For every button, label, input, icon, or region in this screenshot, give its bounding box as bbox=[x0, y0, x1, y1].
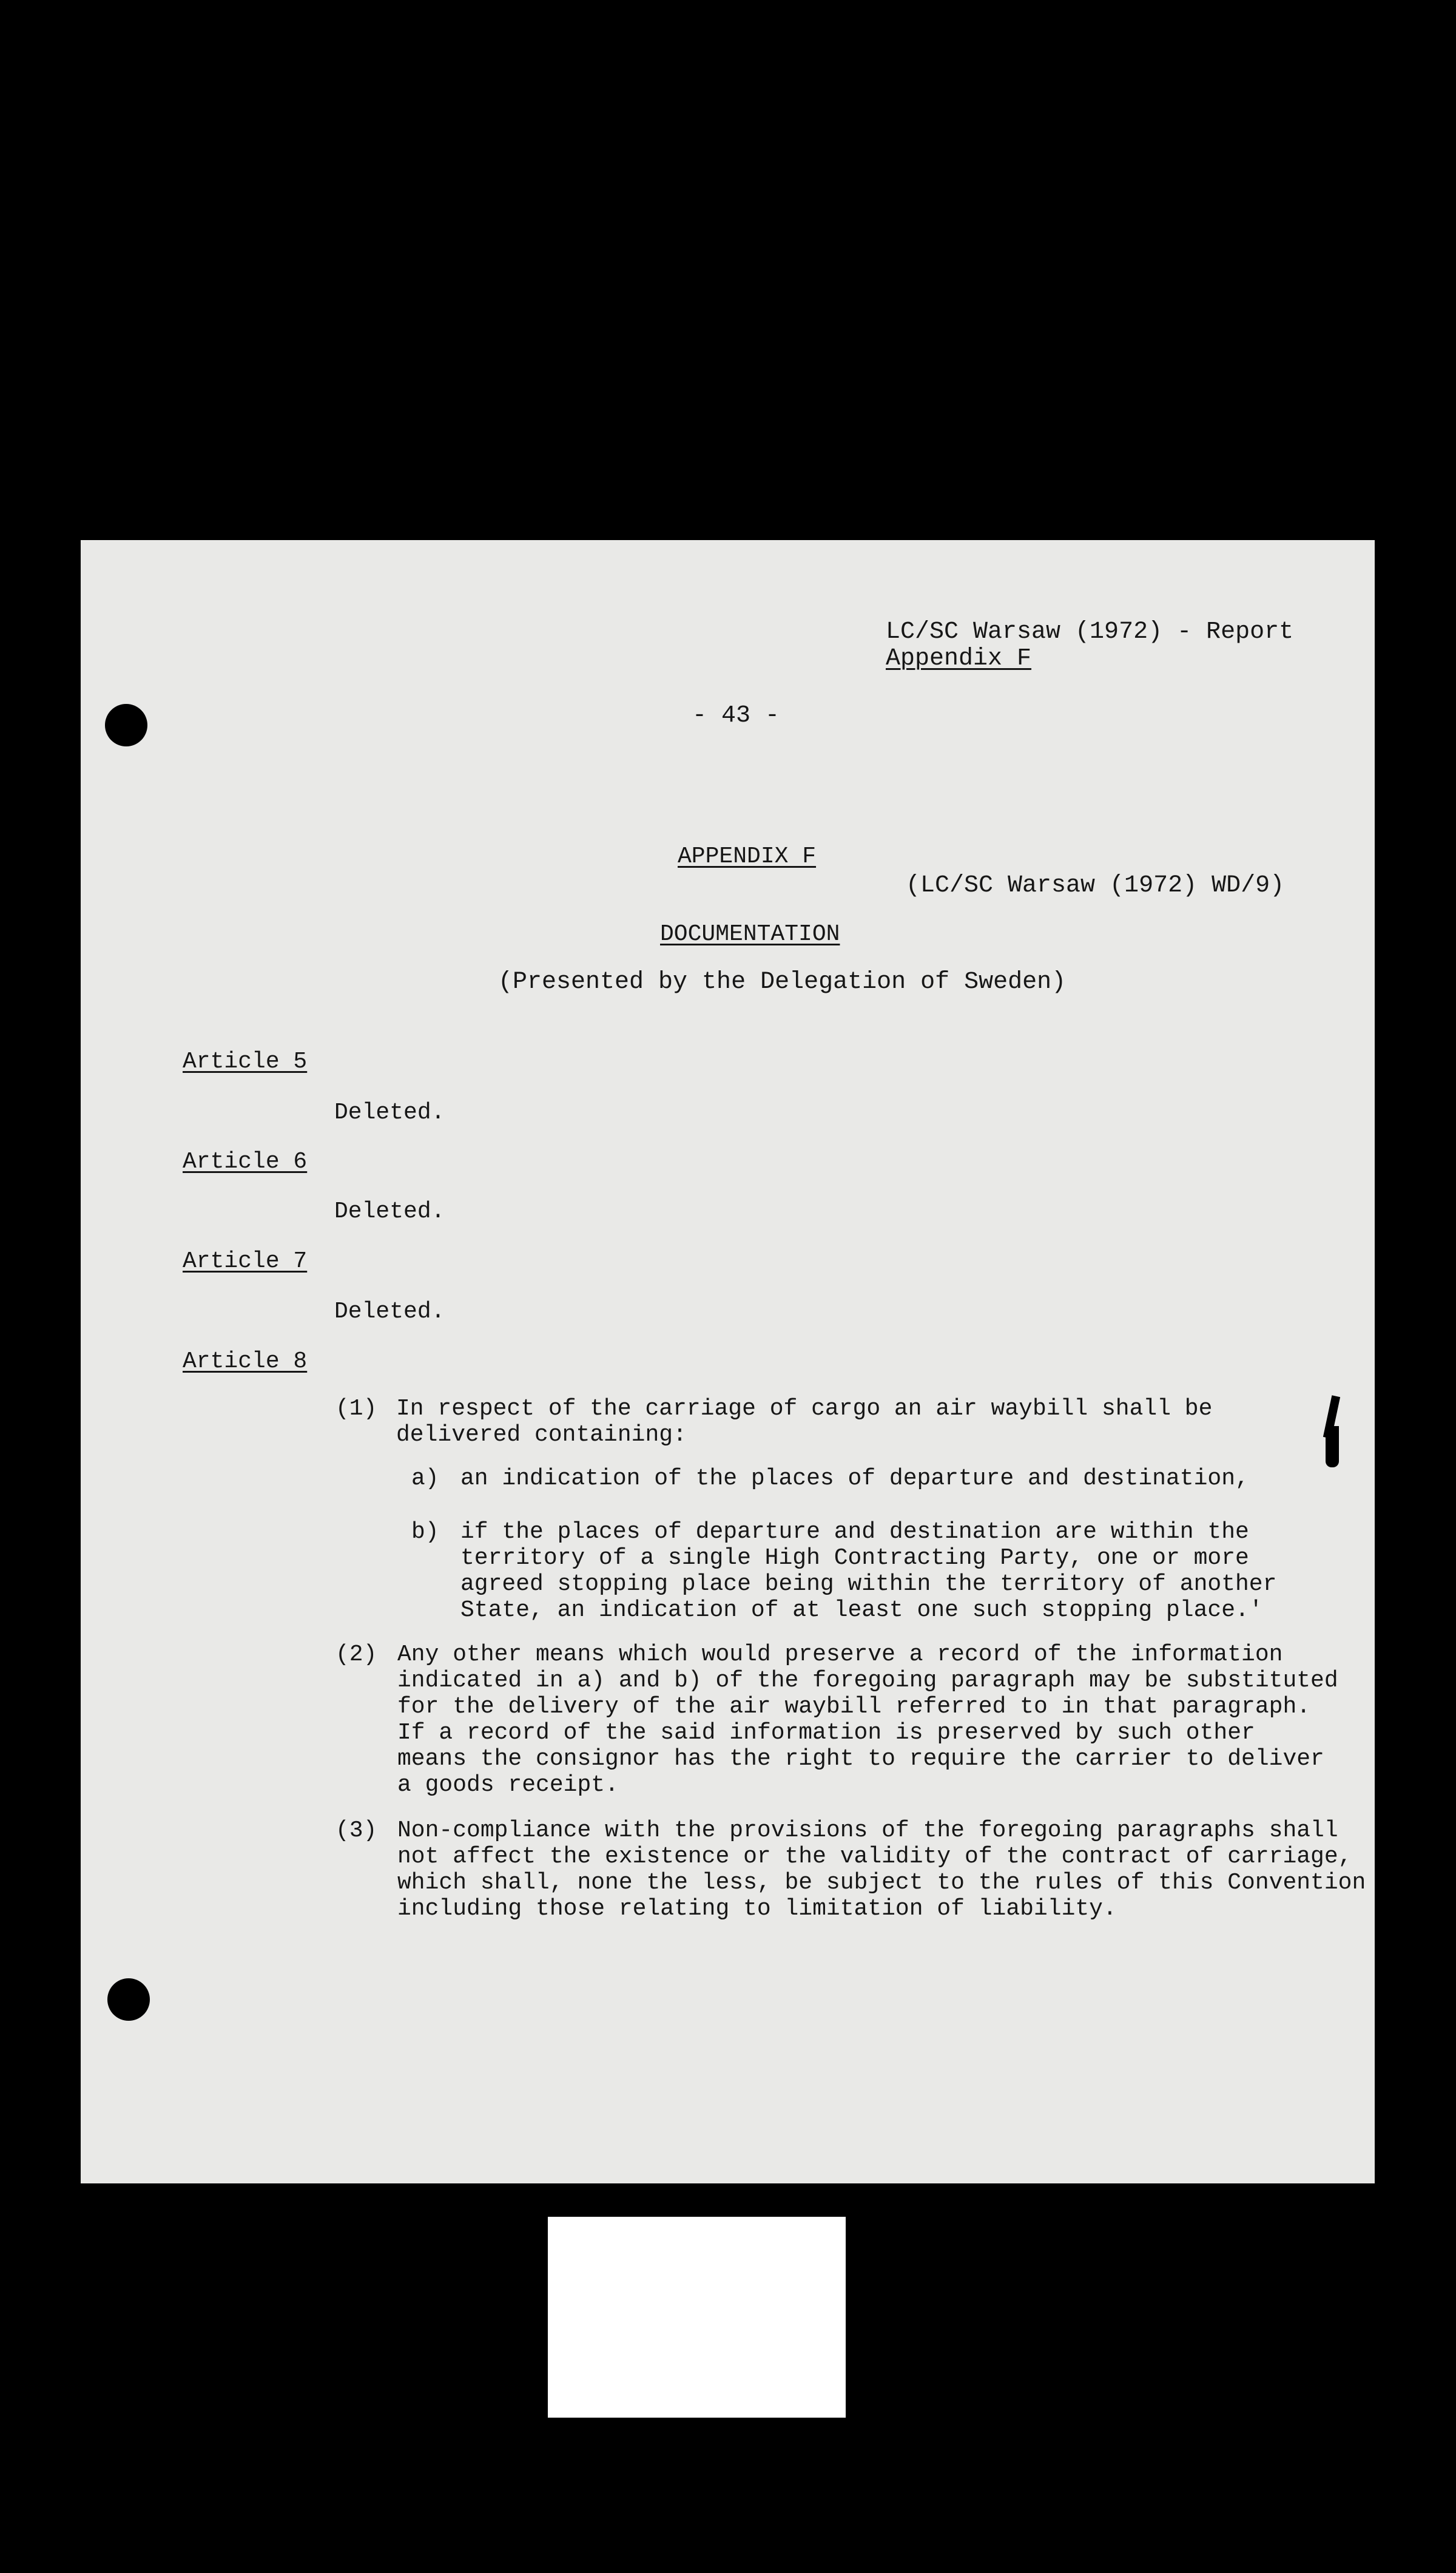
article-7-text: Deleted. bbox=[334, 1299, 445, 1325]
item-b-text: if the places of departure and destination are within the territory of a single High Contracting Party, one or more agreed stopping place being within the territory of another State, an indication of at least one such stopping place.' bbox=[460, 1519, 1277, 1623]
documentation-heading: DOCUMENTATION bbox=[660, 921, 840, 947]
paragraph-1-number: (1) bbox=[335, 1396, 377, 1422]
paragraph-3-number: (3) bbox=[335, 1817, 377, 1844]
paragraph-2-text: Any other means which would preserve a record of the information indicated in a) and b) of the foregoing paragraph may be substituted for the delivery of the air waybill referred to in that paragraph. If a record of the said information is preserved by such other means the consignor has the right to require the carrier to deliver a goods receipt. bbox=[397, 1642, 1338, 1798]
paragraph-2-number: (2) bbox=[335, 1642, 377, 1668]
article-5-text: Deleted. bbox=[334, 1100, 445, 1126]
item-a-label: a) bbox=[411, 1466, 439, 1492]
article-6-heading: Article 6 bbox=[183, 1149, 308, 1175]
article-8-heading: Article 8 bbox=[183, 1348, 308, 1374]
presented-by: (Presented by the Delegation of Sweden) bbox=[498, 969, 1067, 996]
article-6-text: Deleted. bbox=[334, 1199, 445, 1225]
article-5-heading: Article 5 bbox=[183, 1049, 308, 1075]
page-number: - 43 - bbox=[692, 702, 780, 729]
item-b-label: b) bbox=[411, 1519, 439, 1545]
document-page bbox=[81, 540, 1375, 2183]
working-document-ref: (LC/SC Warsaw (1972) WD/9) bbox=[906, 872, 1285, 899]
appendix-line: Appendix F bbox=[886, 645, 1032, 672]
punch-hole-bottom bbox=[107, 1978, 150, 2021]
appendix-title: APPENDIX F bbox=[678, 844, 817, 870]
paragraph-3-text: Non-compliance with the provisions of the foregoing paragraphs shall not affect the existence or the validity of the contract of carriage, which shall, none the less, be subject to the rules of this Convention including those relating to limitation of liability. bbox=[397, 1817, 1366, 1922]
paragraph-1-text: In respect of the carriage of cargo an air waybill shall be delivered containing: bbox=[396, 1396, 1213, 1448]
blank-label bbox=[548, 2217, 846, 2418]
reference-line: LC/SC Warsaw (1972) - Report bbox=[886, 618, 1294, 646]
article-7-heading: Article 7 bbox=[183, 1248, 308, 1274]
punch-hole-top bbox=[105, 704, 147, 746]
edge-mark bbox=[1326, 1426, 1339, 1467]
item-a-text: an indication of the places of departure and destination, bbox=[460, 1466, 1249, 1492]
